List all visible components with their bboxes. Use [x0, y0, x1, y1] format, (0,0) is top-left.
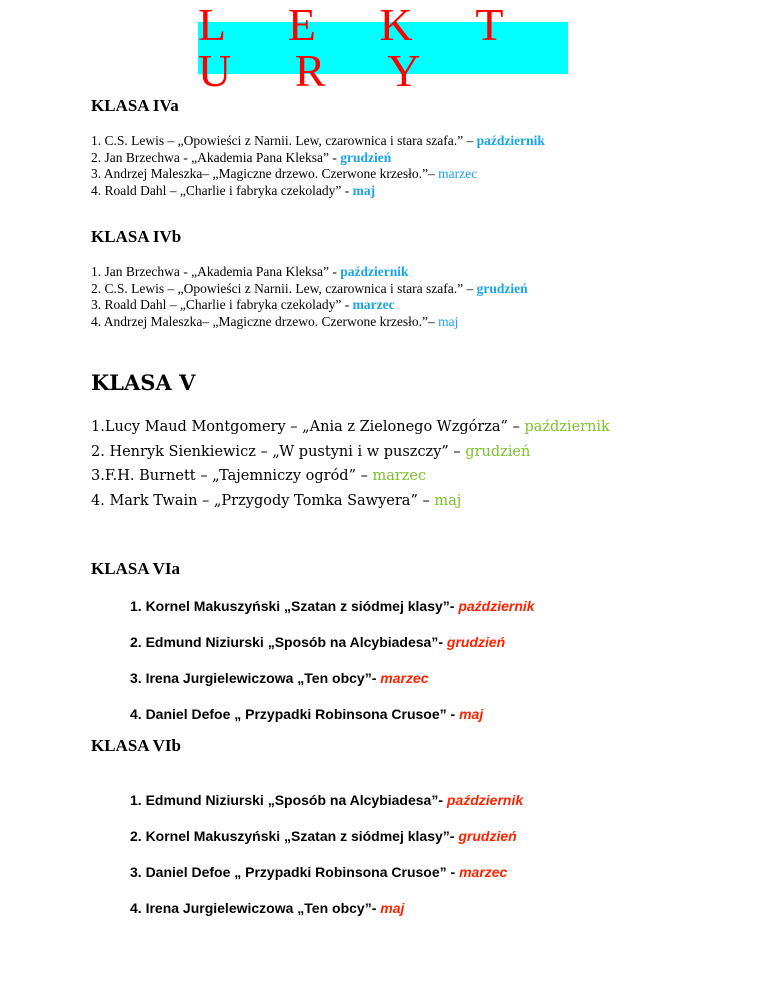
list-item	[130, 670, 535, 706]
item-month: marzec	[438, 166, 478, 181]
list-item	[130, 864, 523, 900]
item-text: 4. Andrzej Maleszka– „Magiczne drzewo. Czerwone krzesło.”–	[91, 313, 439, 329]
list-item	[91, 489, 610, 514]
list-item	[130, 828, 523, 864]
item-month: maj	[352, 182, 376, 198]
item-text: 2. Jan Brzechwa - „Akademia Pana Kleksa” -	[91, 149, 341, 165]
item-month: maj	[380, 900, 405, 916]
section-heading: KLASA V	[91, 370, 196, 395]
item-month: grudzień	[476, 280, 528, 296]
item-text: 4. Irena Jurgielewiczowa „Ten obcy”-	[130, 900, 381, 916]
list-item	[91, 464, 610, 489]
section-heading: KLASA VIb	[91, 736, 181, 755]
item-text: 3. Roald Dahl – „Charlie i fabryka czekolady” -	[91, 297, 353, 312]
item-month: maj	[438, 313, 459, 329]
item-text: 4. Roald Dahl – „Charlie i fabryka czekolady” -	[91, 182, 353, 198]
section-klasa-vib	[91, 736, 181, 756]
list-item	[91, 314, 528, 331]
reading-list-vib	[130, 792, 523, 936]
list-item	[130, 900, 523, 936]
list-item	[91, 133, 545, 150]
list-item	[130, 706, 535, 742]
section-heading: KLASA IVa	[91, 96, 179, 115]
list-item	[91, 183, 545, 200]
item-month: październik	[458, 598, 535, 614]
item-month: grudzień	[465, 443, 531, 460]
item-text: 4. Mark Twain – „Przygody Tomka Sawyera” –	[91, 492, 435, 509]
section-klasa-ivb	[91, 227, 528, 330]
item-text: 1. Kornel Makuszyński „Szatan z siódmej klasy”-	[130, 598, 459, 614]
item-month: marzec	[459, 864, 508, 880]
item-text: 1.Lucy Maud Montgomery – „Ania z Zielonego Wzgórza” –	[91, 419, 525, 435]
list-item	[130, 634, 535, 670]
item-text: 2. Edmund Niziurski „Sposób na Alcybiadesa”-	[130, 634, 447, 650]
reading-list	[91, 415, 610, 513]
item-text: 3. Irena Jurgielewiczowa „Ten obcy”-	[130, 670, 381, 686]
item-text: 3. Daniel Defoe „ Przypadki Robinsona Crusoe” -	[130, 864, 460, 880]
item-month: marzec	[372, 468, 427, 484]
item-month: marzec	[352, 297, 395, 312]
section-heading: KLASA VIa	[91, 559, 180, 578]
item-text: 2. Henryk Sienkiewicz – „W pustyni i w puszczy” –	[91, 443, 466, 460]
item-month: październik	[446, 792, 524, 808]
reading-list	[91, 264, 528, 330]
list-item	[91, 281, 528, 298]
item-month: maj	[434, 492, 462, 509]
item-text: 2. Kornel Makuszyński „Szatan z siódmej klasy”-	[130, 828, 459, 844]
item-month: marzec	[380, 670, 429, 686]
list-item	[91, 440, 610, 465]
list-item	[91, 150, 545, 167]
section-heading: KLASA IVb	[91, 227, 182, 246]
item-month: grudzień	[458, 828, 517, 844]
item-month: październik	[524, 419, 610, 435]
section-klasa-iva	[91, 96, 545, 199]
list-item	[91, 297, 528, 314]
item-month: grudzień	[340, 149, 392, 165]
item-month: maj	[459, 706, 484, 722]
item-month: grudzień	[446, 634, 506, 650]
item-text: 2. C.S. Lewis – „Opowieści z Narnii. Lew, czarownica i stara szafa.” –	[91, 280, 477, 296]
item-text: 1. Jan Brzechwa - „Akademia Pana Kleksa” -	[91, 264, 341, 279]
list-item	[130, 792, 523, 828]
item-text: 1. C.S. Lewis – „Opowieści z Narnii. Lew, czarownica i stara szafa.” –	[91, 133, 477, 148]
list-item	[91, 264, 528, 281]
section-klasa-via	[91, 559, 180, 579]
title-banner	[198, 0, 568, 96]
reading-list-via	[130, 598, 535, 742]
item-text: 4. Daniel Defoe „ Przypadki Robinsona Crusoe” -	[130, 706, 460, 722]
list-item	[91, 415, 610, 440]
item-text: 1. Edmund Niziurski „Sposób na Alcybiadesa”-	[130, 792, 447, 808]
section-klasa-v	[91, 370, 610, 513]
page-title: L E K T U R Y	[198, 0, 529, 96]
list-item	[91, 166, 545, 183]
item-month: październik	[340, 264, 409, 279]
reading-list	[91, 133, 545, 199]
item-text: 3.F.H. Burnett – „Tajemniczy ogród” –	[91, 468, 373, 484]
item-text: 3. Andrzej Maleszka– „Magiczne drzewo. Czerwone krzesło.”–	[91, 166, 439, 181]
item-month: październik	[476, 133, 545, 148]
list-item	[130, 598, 535, 634]
